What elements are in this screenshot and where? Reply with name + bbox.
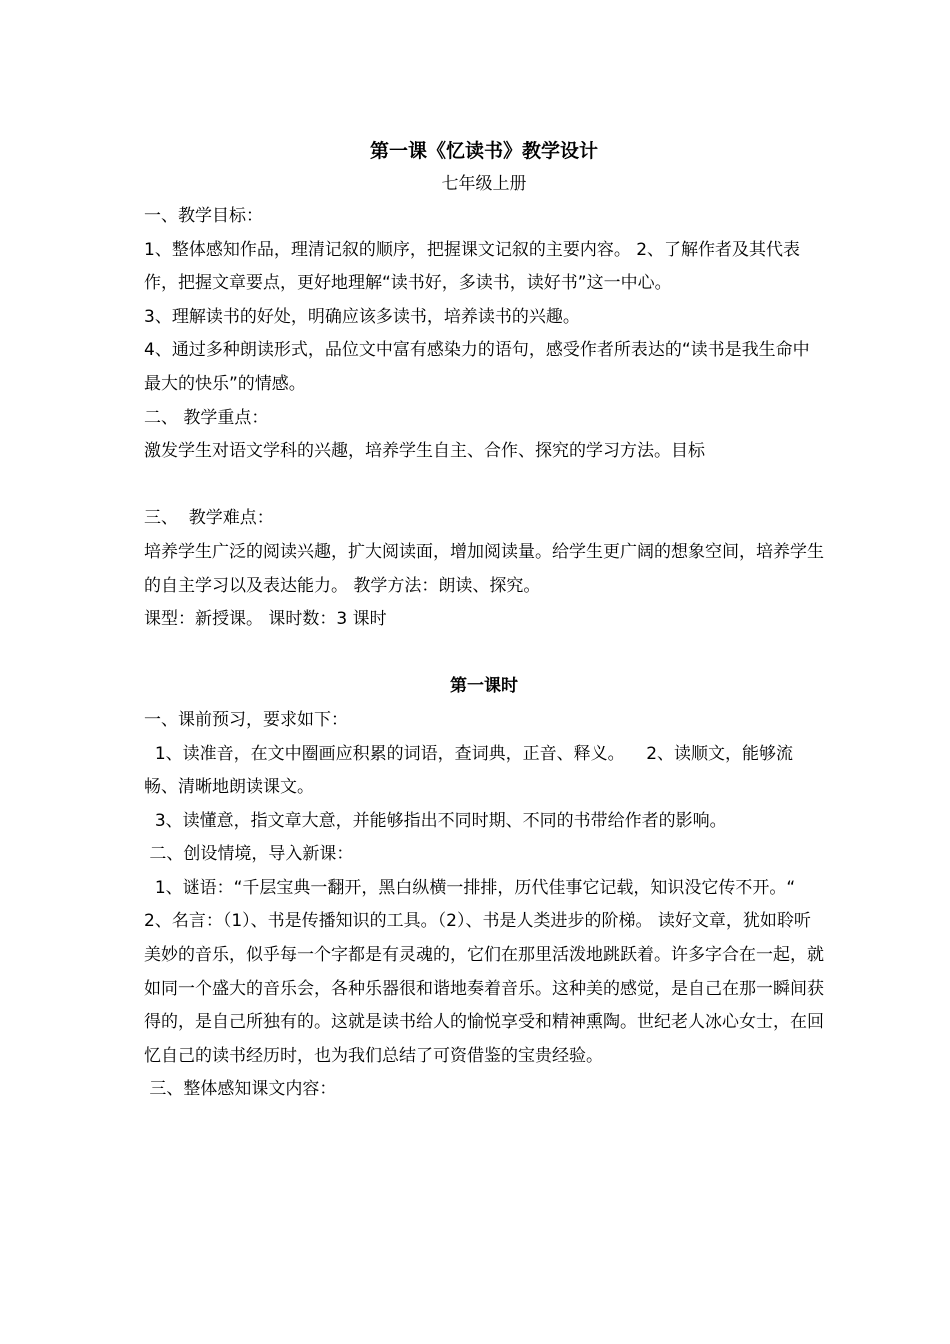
preview-paragraph: 1、读准音，在文中圈画应积累的词语，查词典，正音、释义。 2、读顺文，能够流畅、清晰地朗读课文。 (144, 743, 794, 798)
heading-overview: 三、整体感知课文内容： (144, 1079, 337, 1100)
heading-teaching-focus: 二、 教学重点： (144, 407, 269, 428)
blank-line (144, 637, 824, 671)
focus-paragraph: 激发学生对语文学科的兴趣，培养学生自主、合作、探究的学习方法。目标 (144, 441, 705, 462)
blank-line (144, 469, 824, 503)
lesson-info: 课型：新授课。 课时数：3 课时 (144, 609, 387, 630)
document-body (144, 134, 824, 1107)
heading-introduction: 二、创设情境，导入新课： (144, 844, 354, 865)
goal-paragraph: 3、理解读书的好处，明确应该多读书，培养读书的兴趣。 (144, 306, 580, 327)
section-title: 第一课时 (450, 676, 518, 697)
riddle-paragraph: 1、谜语：“千层宝典一翻开，黑白纵横一排排，历代佳事它记载，知识没它传不开。“ (144, 877, 796, 898)
heading-teaching-goals: 一、教学目标： (144, 206, 263, 226)
document-subtitle: 七年级上册 (441, 174, 527, 194)
difficulty-paragraph: 培养学生广泛的阅读兴趣，扩大阅读面，增加阅读量。给学生更广阔的想象空间，培养学生的自主学习以及表达能力。 教学方法：朗读、探究。 (144, 541, 824, 596)
document-title: 第一课《忆读书》教学设计 (369, 140, 598, 162)
heading-preview: 一、课前预习，要求如下： (144, 709, 348, 730)
preview-paragraph: 3、读懂意，指文章大意，并能够指出不同时期、不同的书带给作者的影响。 (144, 810, 727, 831)
quotes-paragraph: 2、名言：（1）、书是传播知识的工具。（2）、书是人类进步的阶梯。 读好文章，犹如聆听美妙的音乐，似乎每一个字都是有灵魂的，它们在那里活泼地跳跃着。许多字合在一起，就如同一个盛大的音乐会，各种乐器很和谐地奏着音乐。这种美的感觉，是自己在那一瞬间获得的，是自己所独有的。这就是读书给人的愉悦享受和精神熏陶。世纪老人冰心女士，在回忆自己的读书经历时，也为我们总结了可资借鉴的宝贵经验。 (144, 911, 824, 1066)
goal-paragraph: 4、通过多种朗读形式，品位文中富有感染力的语句，感受作者所表达的“读书是我生命中最大的快乐”的情感。 (144, 340, 810, 394)
goal-paragraph: 1、整体感知作品，理清记叙的顺序，把握课文记叙的主要内容。 2、了解作者及其代表作，把握文章要点，更好地理解“读书好，多读书，读好书”这一中心。 (144, 239, 801, 294)
heading-teaching-difficulty: 三、 教学难点： (144, 508, 274, 529)
